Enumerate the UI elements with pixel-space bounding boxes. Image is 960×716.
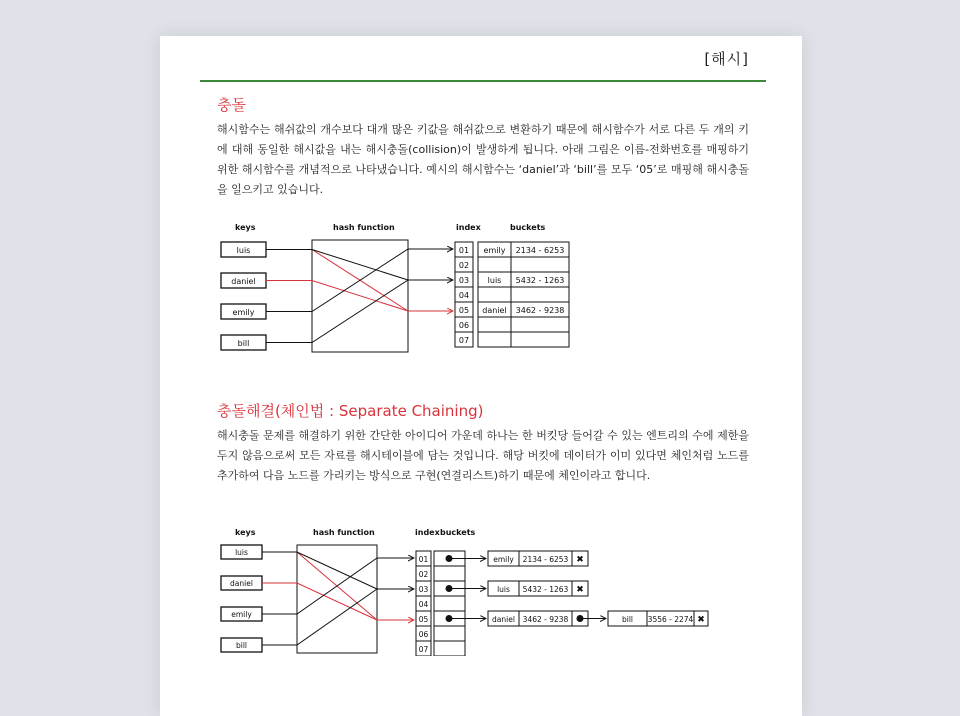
node-name: bill	[621, 615, 634, 624]
mapping-arrow	[262, 552, 414, 620]
chaining-diagram	[218, 524, 718, 656]
key-label: luis	[236, 246, 251, 255]
key-label: emily	[231, 610, 252, 619]
index-cell: 07	[418, 645, 429, 654]
index-cell: 01	[418, 555, 429, 564]
node-phone: 3462 - 9238	[522, 615, 569, 624]
index-cell: 02	[458, 261, 470, 270]
buckets-header: buckets	[510, 223, 546, 232]
index-header: index	[415, 528, 440, 537]
mapping-arrow	[266, 250, 408, 281]
bucket-table	[478, 242, 569, 347]
mapping-lines	[262, 552, 414, 645]
index-column	[455, 242, 473, 347]
null-pointer-icon: ✖	[697, 615, 705, 625]
index-cell: 03	[458, 276, 470, 285]
hash-function-header: hash function	[313, 528, 375, 537]
key-label: daniel	[231, 277, 256, 286]
collision-title: 충돌	[217, 96, 246, 114]
keys-header: keys	[235, 223, 256, 232]
collision-paragraph: 해시함수는 해쉬값의 개수보다 대개 많은 키값을 해쉬값으로 변환하기 때문에 해시함수가 서로 다른 두 개의 키에 대해 동일한 해시값을 내는 해시충돌(collision)이 발생하게 됩니다. 아래 그림은 이름-전화번호를 매핑하기 위한 해시함수를 개념적으로 나타냈습니다. 예시의 해시함수는 ‘daniel’과 ‘bill’를 모두 ‘05’로 매핑해 해시충돌을 일으키고 있습니다.	[217, 123, 749, 196]
index-cell: 06	[458, 321, 470, 330]
node-phone: 3556 - 2274	[647, 615, 694, 624]
index-cell: 06	[418, 630, 429, 639]
index-cell: 04	[458, 291, 470, 300]
bucket-phone: 3462 - 9238	[515, 306, 565, 315]
key-label: bill	[237, 339, 250, 348]
bucket-phone: 5432 - 1263	[515, 276, 565, 285]
null-pointer-icon: ✖	[576, 585, 584, 595]
key-boxes	[221, 545, 262, 652]
section-tag: [해시]	[704, 50, 749, 68]
node-name: emily	[493, 555, 514, 564]
buckets-header: buckets	[440, 528, 476, 537]
key-boxes	[221, 242, 266, 350]
collision-diagram	[218, 218, 578, 358]
key-label: bill	[235, 641, 248, 650]
null-pointer-icon: ✖	[576, 555, 584, 565]
key-label: luis	[235, 548, 248, 557]
mapping-arrow	[262, 589, 414, 645]
index-cell: 05	[458, 306, 470, 315]
chain-node	[488, 611, 606, 626]
key-label: emily	[232, 308, 255, 317]
node-phone: 5432 - 1263	[522, 585, 569, 594]
resolution-title: 충돌해결(체인법 : Separate Chaining)	[217, 402, 484, 420]
key-label: daniel	[230, 579, 253, 588]
chain-node	[608, 611, 708, 626]
node-name: daniel	[492, 615, 515, 624]
bucket-name: luis	[487, 276, 502, 285]
index-column	[416, 551, 431, 656]
chain-node	[488, 551, 588, 566]
keys-header: keys	[235, 528, 256, 537]
index-cell: 02	[418, 570, 429, 579]
mapping-arrow	[262, 558, 414, 614]
index-cell: 07	[458, 336, 470, 345]
index-header: index	[456, 223, 481, 232]
index-cell: 04	[418, 600, 429, 609]
header-rule	[200, 80, 766, 82]
mapping-lines	[266, 249, 453, 343]
hash-function-header: hash function	[333, 223, 395, 232]
node-name: luis	[497, 585, 510, 594]
bucket-name: emily	[483, 246, 506, 255]
index-cell: 01	[458, 246, 470, 255]
node-phone: 2134 - 6253	[522, 555, 569, 564]
bucket-name: daniel	[482, 306, 507, 315]
chain-node	[488, 581, 588, 596]
document-page	[160, 36, 802, 716]
index-cell: 03	[418, 585, 429, 594]
bucket-phone: 2134 - 6253	[515, 246, 565, 255]
bucket-pointer-column	[434, 551, 486, 656]
index-cell: 05	[418, 615, 429, 624]
resolution-paragraph: 해시충돌 문제를 해결하기 위한 간단한 아이디어 가운데 하나는 한 버킷당 들어갈 수 있는 엔트리의 수에 제한을 두지 않음으로써 모든 자료를 해시테이블에 담는 것입니다. 해당 버킷에 데이터가 이미 있다면 체인처럼 노드를 추가하여 다음 노드를 가리키는 방식으로 구현(연결리스트)하기 때문에 체인이라고 합니다.	[217, 429, 749, 482]
